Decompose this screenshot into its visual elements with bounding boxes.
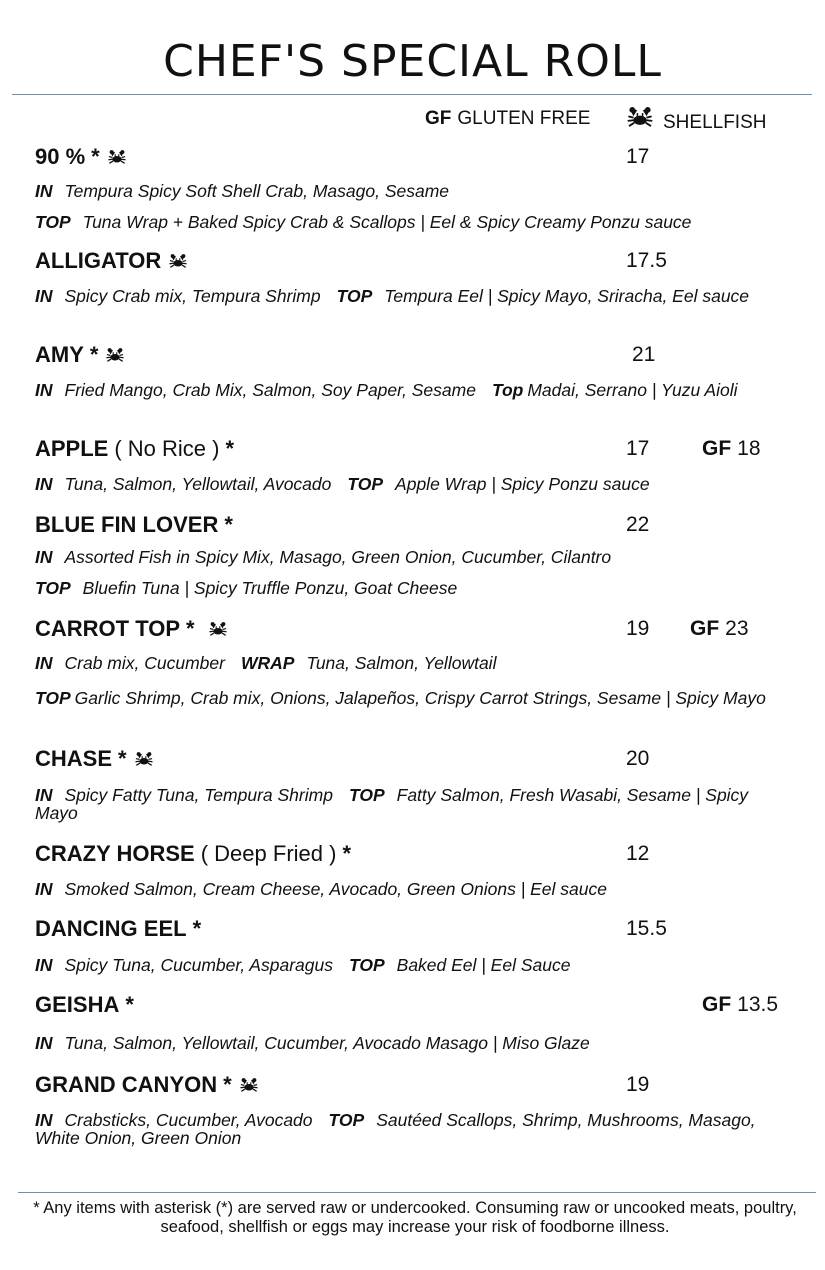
in-text: Tuna, Salmon, Yellowtail, Avocado [64,474,332,494]
item-description [35,182,795,200]
raw-asterisk: * [118,746,127,771]
top-text: Baked Eel | Eel Sauce [396,955,571,975]
top-text: Bluefin Tuna | Spicy Truffle Ponzu, Goat Cheese [82,578,458,598]
menu-item-apple [35,436,234,462]
top-label: TOP [35,212,71,232]
item-description [35,786,795,822]
in-label: IN [35,181,53,201]
item-description [35,1034,795,1052]
page-title: CHEF'S SPECIAL ROLL [163,36,662,87]
gf-price-value: 18 [737,437,761,460]
top-label: TOP [348,955,385,975]
raw-asterisk: * [342,841,352,866]
item-price: 22 [626,513,650,536]
crab-icon [106,347,124,363]
gf-price [690,617,749,641]
item-name: CHASE [35,746,113,771]
crab-icon [135,751,153,767]
menu-item-90-percent [35,144,126,170]
in-text: Tempura Spicy Soft Shell Crab, Masago, Sesame [64,181,450,201]
in-text: Spicy Fatty Tuna, Tempura Shrimp [64,785,333,805]
menu-item-alligator [35,248,187,274]
gf-code: GF [702,993,732,1016]
menu-item-amy [35,342,124,368]
menu-item-dancing-eel [35,916,201,942]
item-description [35,956,795,974]
item-note: ( Deep Fried ) [200,841,337,866]
legend-gf-label: GLUTEN FREE [457,108,591,129]
item-description [35,213,795,231]
menu-item-carrot-top [35,616,227,642]
top-text: Madai, Serrano | Yuzu Aioli [527,380,738,400]
legend-shellfish [627,100,766,134]
raw-food-disclaimer: * Any items with asterisk (*) are served raw or undercooked. Consuming raw or uncooked meats, poultry, seafood, shellfish or eggs may increase your risk of foodborne illness. [33,1199,797,1236]
in-text: Spicy Crab mix, Tempura Shrimp [64,286,321,306]
item-name: 90 % [35,144,86,169]
top-text: Apple Wrap | Spicy Ponzu sauce [395,474,650,494]
menu-item-blue-fin-lover [35,512,233,538]
gf-price-value: 23 [725,617,749,640]
raw-asterisk: * [91,144,100,169]
gf-price [702,437,761,461]
item-price: 17 [626,437,650,460]
in-text: Smoked Salmon, Cream Cheese, Avocado, Green Onions | Eel sauce [64,879,607,899]
top-label: TOP [347,474,384,494]
footer-divider [18,1192,816,1193]
top-label: Top [491,380,524,400]
in-label: IN [35,653,53,673]
item-description [35,654,795,672]
top-text: Garlic Shrimp, Crab mix, Onions, Jalapeños, Crispy Carrot Strings, Sesame | Spicy Mayo [74,688,766,708]
legend-gluten-free [425,108,590,130]
crab-icon [209,621,227,637]
item-name: AMY [35,342,84,367]
item-description [35,548,795,566]
crab-icon [627,106,653,128]
top-label: TOP [35,578,71,598]
gf-price [702,993,778,1017]
item-price: 19 [626,617,650,640]
item-description [35,689,795,707]
item-price: 17.5 [626,249,667,272]
item-description [35,475,795,493]
item-name: GEISHA [35,992,120,1017]
top-text: Tuna Wrap + Baked Spicy Crab & Scallops | Eel & Spicy Creamy Ponzu sauce [82,212,692,232]
in-text: Crabsticks, Cucumber, Avocado [64,1110,313,1130]
item-name: GRAND CANYON [35,1072,218,1097]
item-name: DANCING EEL [35,916,187,941]
top-label: TOP [336,286,373,306]
menu-item-grand-canyon [35,1072,258,1098]
legend-gf-code: GF [425,108,452,129]
in-text: Assorted Fish in Spicy Mix, Masago, Green Onion, Cucumber, Cilantro [64,547,612,567]
in-label: IN [35,286,53,306]
top-text: Sautéed Scallops, Shrimp, Mushrooms, Masago, White Onion, Green Onion [35,1110,756,1148]
in-label: IN [35,1033,53,1053]
in-label: IN [35,785,53,805]
top-text: Tempura Eel | Spicy Mayo, Sriracha, Eel sauce [384,286,750,306]
in-label: IN [35,955,53,975]
raw-asterisk: * [223,1072,232,1097]
legend-shellfish-label: SHELLFISH [663,112,767,133]
wrap-text: Tuna, Salmon, Yellowtail [306,653,497,673]
menu-item-crazy-horse [35,841,351,867]
item-description [35,381,795,399]
crab-icon [108,149,126,165]
item-note: ( No Rice ) [114,436,220,461]
gf-code: GF [690,617,720,640]
item-name: CRAZY HORSE [35,841,195,866]
raw-asterisk: * [192,916,202,941]
wrap-label: WRAP [240,653,295,673]
raw-asterisk: * [125,992,134,1017]
in-label: IN [35,380,53,400]
title-divider [12,94,812,95]
in-text: Tuna, Salmon, Yellowtail, Cucumber, Avocado Masago | Miso Glaze [64,1033,590,1053]
item-name: ALLIGATOR [35,248,162,273]
menu-item-geisha [35,992,134,1018]
gf-code: GF [702,437,732,460]
item-price: 15.5 [626,917,667,940]
raw-asterisk: * [186,616,195,641]
item-description [35,1111,795,1147]
item-price: 21 [632,343,656,366]
top-label: TOP [328,1110,365,1130]
item-name: CARROT TOP [35,616,181,641]
item-description [35,287,795,305]
item-name: APPLE [35,436,109,461]
raw-asterisk: * [89,342,99,367]
item-description [35,880,795,898]
in-label: IN [35,1110,53,1130]
top-label: TOP [348,785,385,805]
raw-asterisk: * [225,436,235,461]
item-price: 20 [626,747,650,770]
in-text: Crab mix, Cucumber [64,653,225,673]
in-text: Spicy Tuna, Cucumber, Asparagus [64,955,333,975]
in-label: IN [35,547,53,567]
raw-asterisk: * [224,512,233,537]
in-label: IN [35,879,53,899]
crab-icon [240,1077,258,1093]
item-price: 19 [626,1073,650,1096]
in-label: IN [35,474,53,494]
gf-price-value: 13.5 [737,993,779,1016]
crab-icon [169,253,187,269]
menu-item-chase [35,746,153,772]
top-text: Fatty Salmon, Fresh Wasabi, Sesame | Spicy Mayo [35,785,749,823]
item-price: 17 [626,145,650,168]
item-price: 12 [626,842,650,865]
item-name: BLUE FIN LOVER [35,512,219,537]
item-description [35,579,795,597]
top-label: TOP [35,688,71,708]
in-text: Fried Mango, Crab Mix, Salmon, Soy Paper, Sesame [64,380,476,400]
